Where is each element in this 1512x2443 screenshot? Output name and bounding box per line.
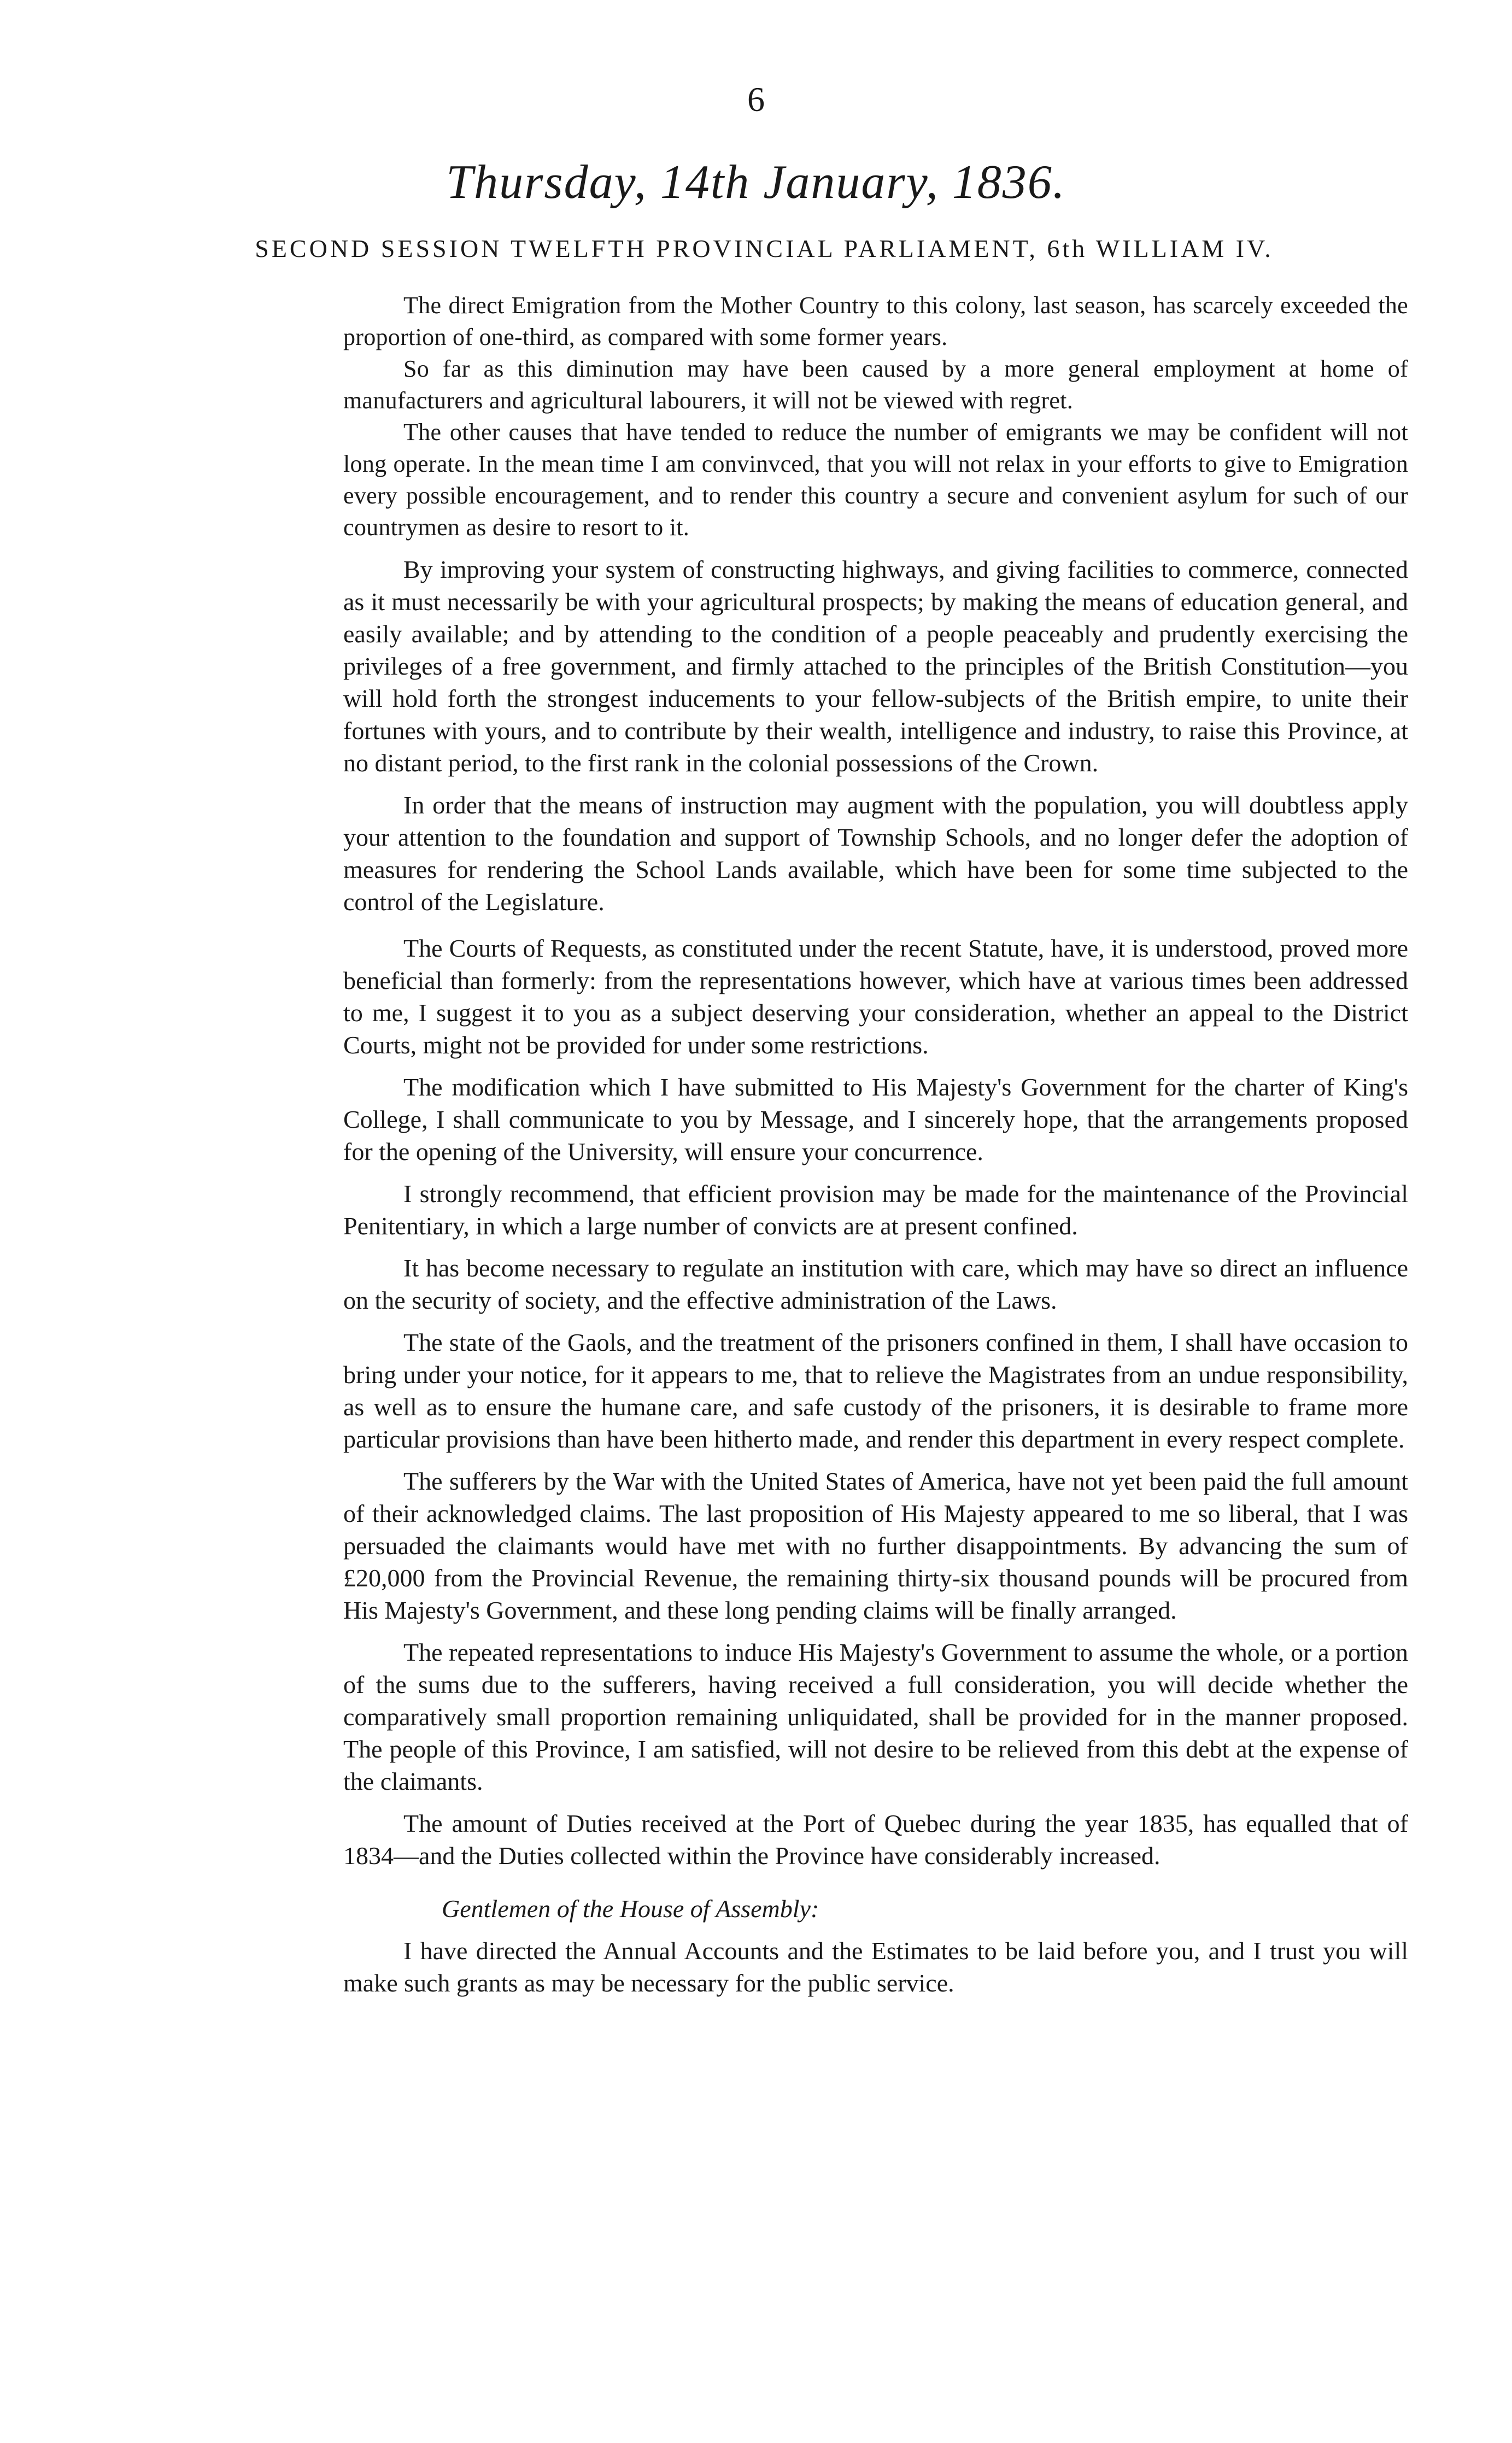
paragraph-institution: It has become necessary to regulate an institution with care, which may have so direct an influence on the security of society, and the effective administration of the Laws.: [343, 1254, 1408, 1314]
paragraph-repeated-representations: The repeated representations to induce His Majesty's Government to assume the whole, or a portion of the sums due to the sufferers, having received a full consideration, you will decide whether the comparatively small proportion remaining unliquidated, shall be provided for in the manner proposed. The people of this Province, I am satisfied, will not desire to be relieved from this debt at the expense of the claimants.: [343, 1638, 1408, 1795]
paragraph-duties: The amount of Duties received at the Port of Quebec during the year 1835, has equalled that of 1834—and the Duties collected within the Province have considerably increased.: [343, 1809, 1408, 1870]
paragraph-war-sufferers: The sufferers by the War with the United States of America, have not yet been paid the full amount of their acknowledged claims. The last proposition of His Majesty appeared to me so liberal, that I was persuaded the claimants would have met with no further disappointments. By advancing the sum of £20,000 from the Provincial Revenue, the remaining thirty-six thousand pounds will be procured from His Majesty's Government, and these long pending claims will be finally arranged.: [343, 1467, 1408, 1624]
paragraph-other-causes: The other causes that have tended to reduce the number of emigrants we may be confident will not long operate. In the mean time I am convinvced, that you will not relax in your efforts to give to Emigration every possible encouragement, and to render this country a secure and convenient asylum for such of our countrymen as desire to resort to it.: [343, 419, 1408, 541]
speech-body: [343, 290, 1408, 1999]
paragraph-emigration: The direct Emigration from the Mother Country to this colony, last season, has scarcely exceeded the proportion of one-third, as compared with some former years.: [343, 292, 1408, 350]
paragraph-annual-accounts: I have directed the Annual Accounts and the Estimates to be laid before you, and I trust you will make such grants as may be necessary for the public service.: [343, 1937, 1408, 1997]
paragraph-courts-of-requests: The Courts of Requests, as constituted under the recent Statute, have, it is understood, proved more beneficial than formerly: from the representations however, which have at various times been addressed to me, I suggest it to you as a subject deserving your consideration, whether an appeal to the District Courts, might not be provided for under some restrictions.: [343, 934, 1408, 1059]
address-house-of-assembly: Gentlemen of the House of Assembly:: [442, 1895, 819, 1923]
paragraph-improving-highways: By improving your system of constructing highways, and giving facilities to commerce, connected as it must necessarily be with your agricultural prospects; by making the means of education general, and easily available; and by attending to the condition of a people peaceably and prudently exercising the privileges of a free government, and firmly attached to the principles of the British Constitution—you will hold forth the strongest inducements to your fellow-subjects of the British empire, to unite their fortunes with yours, and to contribute by their wealth, intelligence and industry, to raise this Province, at no distant period, to the first rank in the colonial possessions of the Crown.: [343, 555, 1408, 777]
paragraph-gaols: The state of the Gaols, and the treatment of the prisoners confined in them, I shall have occasion to bring under your notice, for it appears to me, that to relieve the Magistrates from an undue responsibility, as well as to ensure the humane care, and safe custody of the prisoners, it is desirable to frame more particular provisions than have been hitherto made, and render this department in every respect complete.: [343, 1328, 1408, 1453]
page-number: 6: [747, 80, 765, 119]
session-heading: SECOND SESSION TWELFTH PROVINCIAL PARLIAMENT, 6th WILLIAM IV.: [255, 235, 1274, 262]
paragraph-penitentiary: I strongly recommend, that efficient provision may be made for the maintenance of the Provincial Penitentiary, in which a large number of convicts are at present confined.: [343, 1180, 1408, 1240]
date-heading: Thursday, 14th January, 1836.: [446, 156, 1066, 209]
paragraph-diminution: So far as this diminution may have been caused by a more general employment at home of manufacturers and agricultural labourers, it will not be viewed with regret.: [343, 355, 1408, 414]
paragraph-kings-college: The modification which I have submitted to His Majesty's Government for the charter of King's College, I shall communicate to you by Message, and I sincerely hope, that the arrangements proposed for the opening of the University, will ensure your concurrence.: [343, 1073, 1408, 1165]
paragraph-township-schools: In order that the means of instruction may augment with the population, you will doubtless apply your attention to the foundation and support of Township Schools, and no longer defer the adoption of measures for rendering the School Lands available, which have been for some time subjected to the control of the Legislature.: [343, 791, 1408, 916]
